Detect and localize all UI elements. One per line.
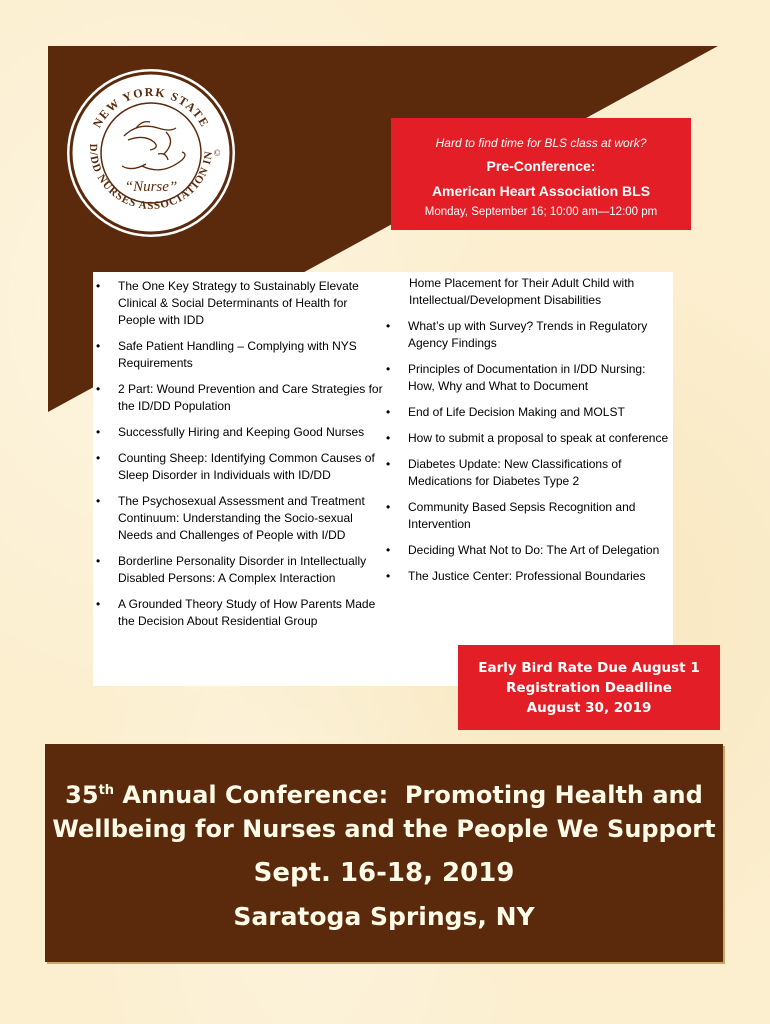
logo-copyright-mark: ©	[213, 148, 221, 158]
topic-item: • Community Based Sepsis Recognition and Intervention	[386, 500, 636, 531]
topic-item: • 2 Part: Wound Prevention and Care Strategies for the ID/DD Population	[96, 382, 383, 413]
logo-center-text: “Nurse”	[124, 179, 178, 195]
topic-item: • Deciding What Not to Do: The Art of Delegation	[386, 543, 660, 557]
logo-bottom-text: D/DD NURSES ASSOCIATION IN	[86, 143, 216, 212]
conference-title-line2: Wellbeing for Nurses and the People We Support	[52, 815, 716, 843]
conference-title-line1: 35th Annual Conference: Promoting Health and	[65, 781, 703, 809]
registration-deadline-date: August 30, 2019	[526, 700, 652, 716]
topic-item: • The One Key Strategy to Sustainably Elevate Clinical & Social Determinants of Health for People with IDD	[96, 279, 359, 327]
registration-deadline-label: Registration Deadline	[506, 680, 672, 696]
topic-item: • The Psychosexual Assessment and Treatment Continuum: Understanding the Socio-sexual Needs and Challenges of People with I/DD	[96, 494, 365, 542]
topic-item: • A Grounded Theory Study of How Parents Made the Decision About Residential Group	[96, 597, 376, 628]
early-bird-box	[458, 645, 720, 730]
topics-panel	[93, 272, 673, 686]
topic-item: • The Justice Center: Professional Boundaries	[386, 569, 646, 583]
topic-item: • How to submit a proposal to speak at conference	[386, 431, 669, 445]
topic-item: • Diabetes Update: New Classifications of Medications for Diabetes Type 2	[386, 457, 622, 488]
preconference-question: Hard to find time for BLS class at work?	[435, 136, 647, 150]
conference-banner	[45, 744, 723, 962]
conference-dates: Sept. 16-18, 2019	[253, 858, 515, 888]
topic-item: • End of Life Decision Making and MOLST	[386, 405, 625, 419]
early-bird-rate: Early Bird Rate Due August 1	[478, 660, 700, 676]
topic-item: • What’s up with Survey? Trends in Regulatory Agency Findings	[386, 319, 648, 350]
topic-item: • Principles of Documentation in I/DD Nursing: How, Why and What to Document	[386, 362, 646, 393]
topic-item: • Safe Patient Handling – Complying with NYS Requirements	[96, 339, 357, 370]
conference-location: Saratoga Springs, NY	[233, 902, 535, 931]
topic-continued-text: Home Placement for Their Adult Child with Intellectual/Development Disabilities	[409, 276, 635, 307]
topics-right-column	[383, 272, 673, 594]
preconference-subheading: American Heart Association BLS	[431, 183, 651, 199]
topics-left-column	[93, 272, 383, 639]
preconference-heading: Pre-Conference:	[486, 158, 596, 174]
association-logo	[66, 68, 236, 238]
topic-item: • Borderline Personality Disorder in Intellectually Disabled Persons: A Complex Interaction	[96, 554, 367, 585]
topic-item: • Successfully Hiring and Keeping Good Nurses	[96, 425, 365, 439]
preconference-box	[391, 118, 691, 230]
preconference-date: Monday, September 16; 10:00 am—12:00 pm	[424, 206, 658, 218]
topic-item: • Counting Sheep: Identifying Common Causes of Sleep Disorder in Individuals with ID/DD	[96, 451, 375, 482]
logo-top-text: NEW YORK STATE	[89, 84, 213, 131]
